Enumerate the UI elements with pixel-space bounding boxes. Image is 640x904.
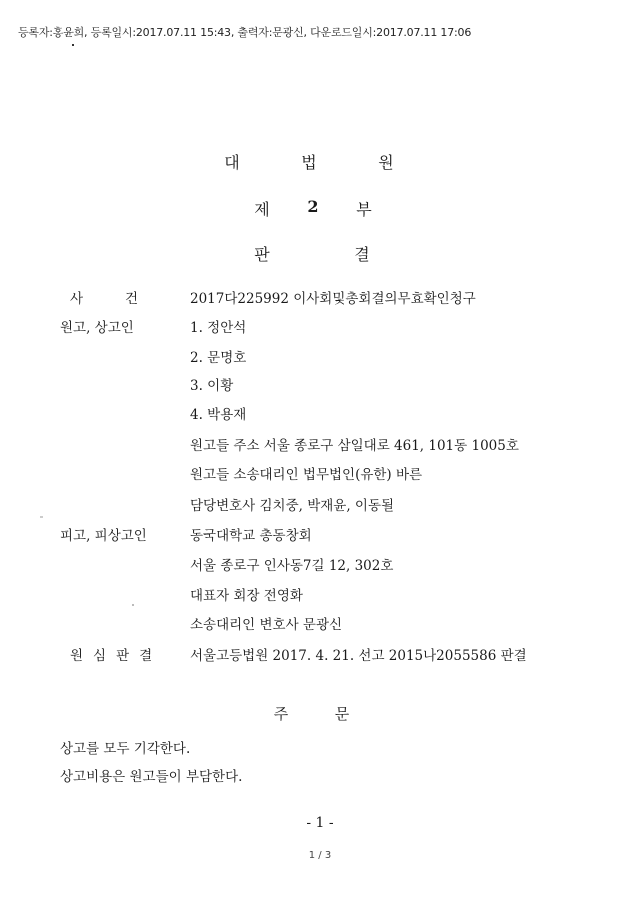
defendant-address: 서울 종로구 인사동7길 12, 302호 [190,558,394,574]
case-label-char: 건 [125,291,139,307]
lower-judgment-char: 심 [93,648,107,664]
defendant-representative: 대표자 회장 전영화 [190,588,303,604]
judgment-char: 판 [254,245,270,264]
scan-speck [132,604,134,606]
court-char: 원 [378,153,394,172]
page-number: - 1 - [306,815,334,831]
defendant-counsel: 소송대리인 변호사 문광신 [190,617,343,633]
page-of-total: 1 / 3 [308,850,332,861]
print-header: 등록자:홍윤희, 등록일시:2017.07.11 15:43, 출력자:문광신, 다운로드일시:2017.07.11 17:06 [18,26,472,39]
lower-judgment-char: 판 [116,648,130,664]
plaintiff-line: 2. 문명호 [190,350,247,366]
lower-judgment-value: 서울고등법원 2017. 4. 21. 선고 2015나2055586 판결 [190,648,527,664]
ruling-title-char: 주 [273,705,289,723]
judgment-char: 결 [354,245,370,264]
scan-speck [40,516,43,518]
ruling-line: 상고를 모두 기각한다. [60,741,191,757]
division-char: 제 [254,200,270,219]
case-value: 2017다225992 이사회및총회결의무효확인청구 [190,291,476,307]
defendant-label: 피고, 피상고인 [60,528,147,544]
plaintiff-line: 1. 정안석 [190,320,247,336]
court-char: 대 [224,153,240,172]
lower-judgment-char: 결 [139,648,153,664]
scan-speck [72,44,74,46]
division-char: 부 [356,200,372,219]
defendant-name: 동국대학교 총동창회 [190,528,312,544]
plaintiff-address: 원고들 주소 서울 종로구 삼일대로 461, 101동 1005호 [190,438,519,454]
plaintiff-attorneys: 담당변호사 김치중, 박재윤, 이동될 [190,498,395,514]
ruling-title-char: 문 [334,705,350,723]
plaintiff-line: 4. 박용재 [190,407,247,423]
division-char: 2 [307,197,319,216]
plaintiff-counsel: 원고들 소송대리인 법무법인(유한) 바른 [190,467,423,483]
ruling-line: 상고비용은 원고들이 부담한다. [60,769,243,785]
case-label [70,287,138,307]
court-char: 법 [301,153,317,172]
case-label-char: 사 [70,291,84,307]
lower-judgment-char: 원 [70,648,84,664]
plaintiff-line: 3. 이황 [190,378,234,394]
lower-judgment-label [70,644,152,664]
plaintiff-label: 원고, 상고인 [60,320,134,336]
